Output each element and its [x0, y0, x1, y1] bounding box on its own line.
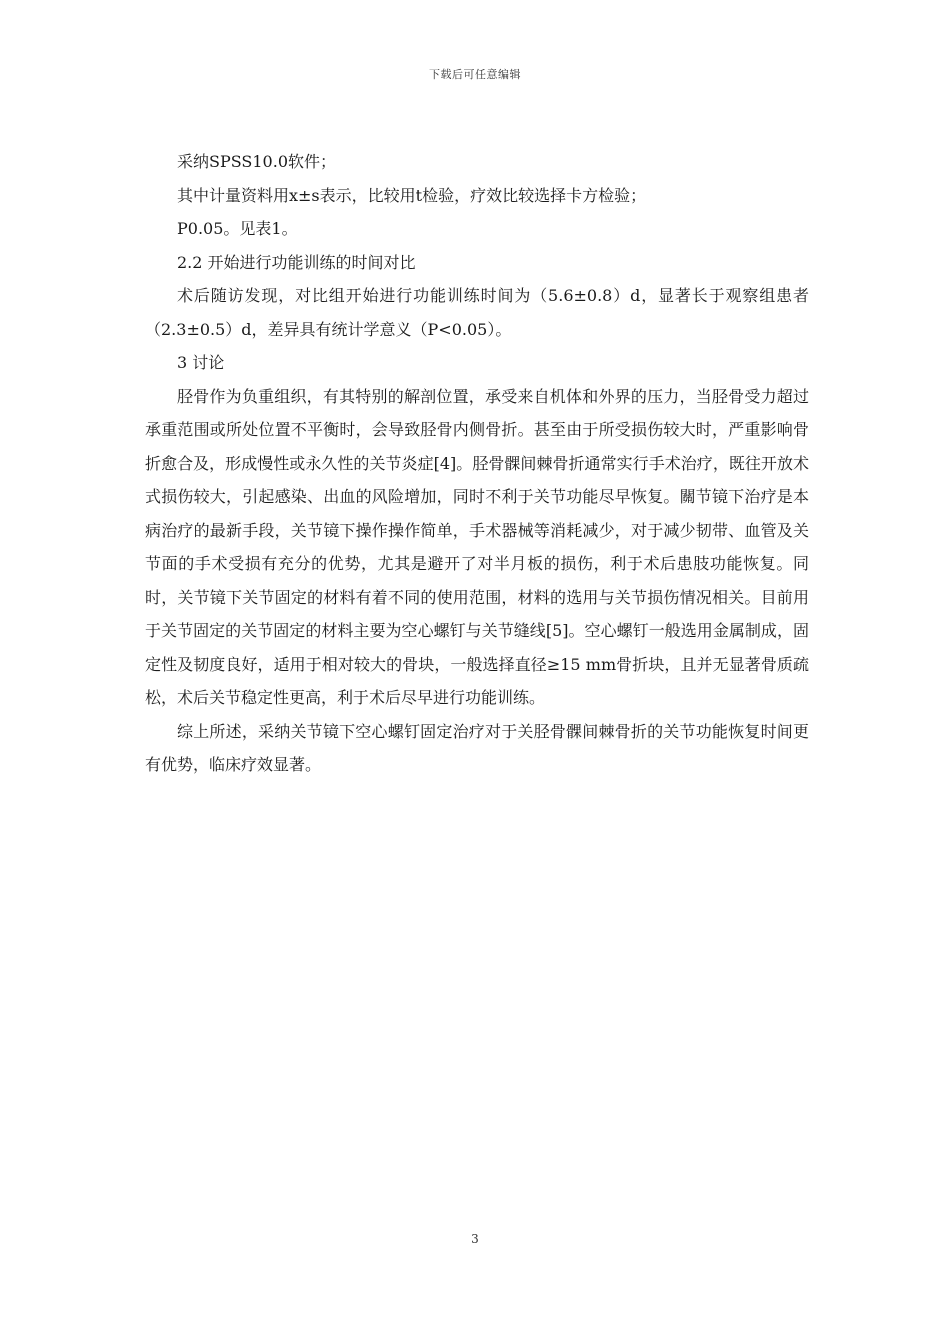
paragraph-significance: P0.05。见表1。: [177, 219, 298, 238]
page-header: 下载后可任意编辑: [429, 68, 521, 81]
section-heading-3: 3 讨论: [177, 353, 225, 372]
paragraph-statistics-method: 其中计量资料用x±s表示，比较用t检验，疗效比较选择卡方检验；: [177, 185, 647, 205]
paragraph-followup-results: 术后随访发现，对比组开始进行功能训练时间为（5.6±0.8）d，显著长于观察组患者（2.3±0.5）d，差异具有统计学意义（P<0.05）。: [145, 286, 809, 339]
section-heading-2-2: 2.2 开始进行功能训练的时间对比: [177, 252, 416, 272]
page-number: 3: [471, 1232, 479, 1246]
document-body: [145, 145, 809, 782]
paragraph-software: 采纳SPSS10.0软件；: [177, 152, 336, 171]
paragraph-conclusion: 综上所述，采纳关节镜下空心螺钉固定治疗对于关胫骨髁间棘骨折的关节功能恢复时间更有优势，临床疗效显著。: [145, 721, 809, 774]
paragraph-discussion: 胫骨作为负重组织，有其特别的解剖位置，承受来自机体和外界的压力，当胫骨受力超过承重范围或所处位置不平衡时，会导致胫骨内侧骨折。甚至由于所受损伤较大时，严重影响骨折愈合及，形成慢性或永久性的关节炎症[4]。胫骨髁间棘骨折通常实行手术治疗，既往开放术式损伤较大，引起感染、出血的风险增加，同时不利于关节功能尽早恢复。關节镜下治疗是本病治疗的最新手段，关节镜下操作操作简单，手术器械等消耗减少，对于减少韧带、血管及关节面的手术受损有充分的优势，尤其是避开了对半月板的损伤，利于术后患肢功能恢复。同时，关节镜下关节固定的材料有着不同的使用范围，材料的选用与关节损伤情况相关。目前用于关节固定的关节固定的材料主要为空心螺钉与关节缝线[5]。空心螺钉一般选用金属制成，固定性及韧度良好，适用于相对较大的骨块，一般选择直径≥15 mm骨折块，且并无显著骨质疏松，术后关节稳定性更高，利于术后尽早进行功能训练。: [145, 386, 809, 707]
